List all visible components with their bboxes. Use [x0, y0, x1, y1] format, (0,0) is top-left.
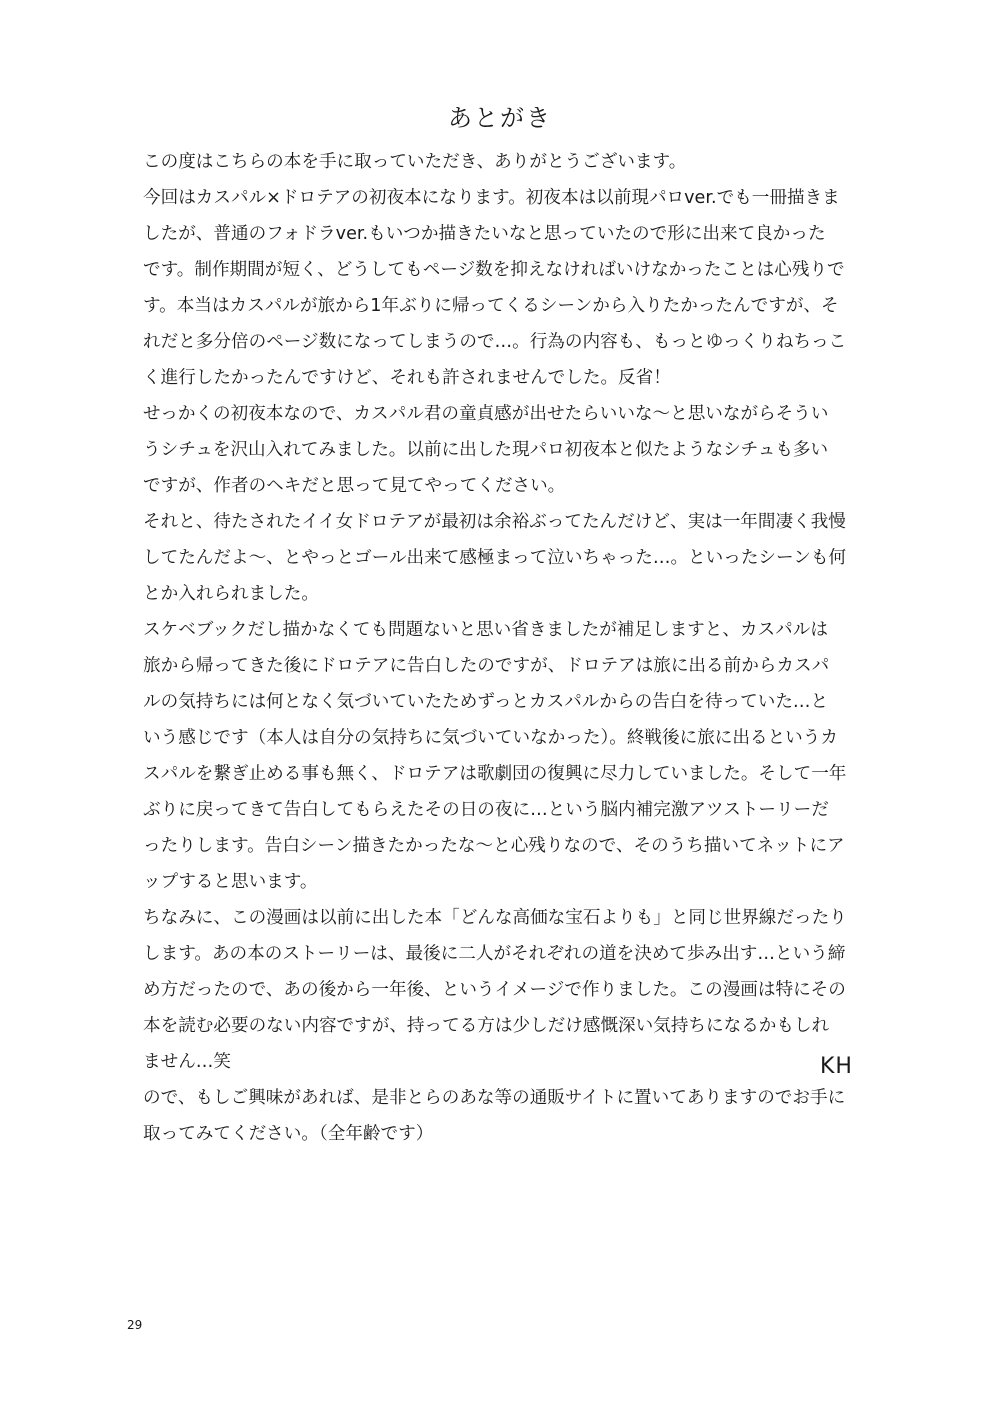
text-line: れだと多分倍のページ数になってしまうので…。行為の内容も、もっとゆっくりねちっこ: [143, 332, 847, 352]
text-line: ですが、作者のヘキだと思って見てやってください。: [143, 476, 566, 496]
text-line: うシチュを沢山入れてみました。以前に出した現パロ初夜本と似たようなシチュも多い: [143, 440, 829, 460]
text-line: 本を読む必要のない内容ですが、持ってる方は少しだけ感慨深い気持ちになるかもしれ: [143, 1016, 830, 1036]
text-line: ップすると思います。: [143, 872, 318, 892]
page-number: 29: [127, 1318, 143, 1332]
text-line: ったりします。告白シーン描きたかったな〜と心残りなので、そのうち描いてネットにア: [143, 836, 845, 856]
body-text: [143, 144, 859, 1152]
text-line: します。あの本のストーリーは、最後に二人がそれぞれの道を決めて歩み出す…という締: [143, 944, 846, 964]
text-line: いう感じです（本人は自分の気持ちに気づいていなかった）。終戦後に旅に出るというカ: [143, 728, 838, 748]
text-line: ちなみに、この漫画は以前に出した本「どんな高価な宝石よりも」と同じ世界線だったり: [143, 908, 847, 928]
text-line: ぶりに戻ってきて告白してもらえたその日の夜に…という脳内補完激アツストーリーだ: [143, 800, 829, 820]
text-line: スケベブックだし描かなくても問題ないと思い省きましたが補足しますと、カスパルは: [143, 620, 828, 640]
text-line: ません…笑: [143, 1052, 231, 1072]
page-title: あとがき: [448, 104, 552, 132]
text-line: す。本当はカスパルが旅から1年ぶりに帰ってくるシーンから入りたかったんですが、そ: [143, 296, 839, 316]
text-line: め方だったので、あの後から一年後、というイメージで作りました。この漫画は特にその: [143, 980, 846, 1000]
text-line: ので、もしご興味があれば、是非とらのあな等の通販サイトに置いてありますのでお手に: [143, 1088, 846, 1108]
text-line: スパルを繋ぎ止める事も無く、ドロテアは歌劇団の復興に尽力していました。そして一年: [143, 764, 847, 784]
author-signature: KH: [820, 1054, 853, 1079]
text-line: 今回はカスパル×ドロテアの初夜本になります。初夜本は以前現パロver.でも一冊描きま: [143, 188, 840, 208]
text-line: この度はこちらの本を手に取っていただき、ありがとうございます。: [143, 152, 687, 172]
text-line: 取ってみてください。（全年齢です）: [143, 1124, 434, 1144]
text-line: してたんだよ〜、とやっとゴール出来て感極まって泣いちゃった…。といったシーンも何: [143, 548, 847, 568]
text-line: 旅から帰ってきた後にドロテアに告白したのですが、ドロテアは旅に出る前からカスパ: [143, 656, 830, 676]
text-line: とか入れられました。: [143, 584, 319, 604]
text-line: く進行したかったんですけど、それも許されませんでした。反省！: [143, 368, 671, 388]
text-line: したが、普通のフォドラver.もいつか描きたいなと思っていたので形に出来て良かった: [143, 224, 826, 244]
text-line: ルの気持ちには何となく気づいていたためずっとカスパルからの告白を待っていた…と: [143, 692, 829, 712]
text-line: それと、待たされたイイ女ドロテアが最初は余裕ぶってたんだけど、実は一年間凄く我慢: [143, 512, 846, 532]
text-line: です。制作期間が短く、どうしてもページ数を抑えなければいけなかったことは心残りで: [143, 260, 845, 280]
text-line: せっかくの初夜本なので、カスパル君の童貞感が出せたらいいな〜と思いながらそうい: [143, 404, 829, 424]
